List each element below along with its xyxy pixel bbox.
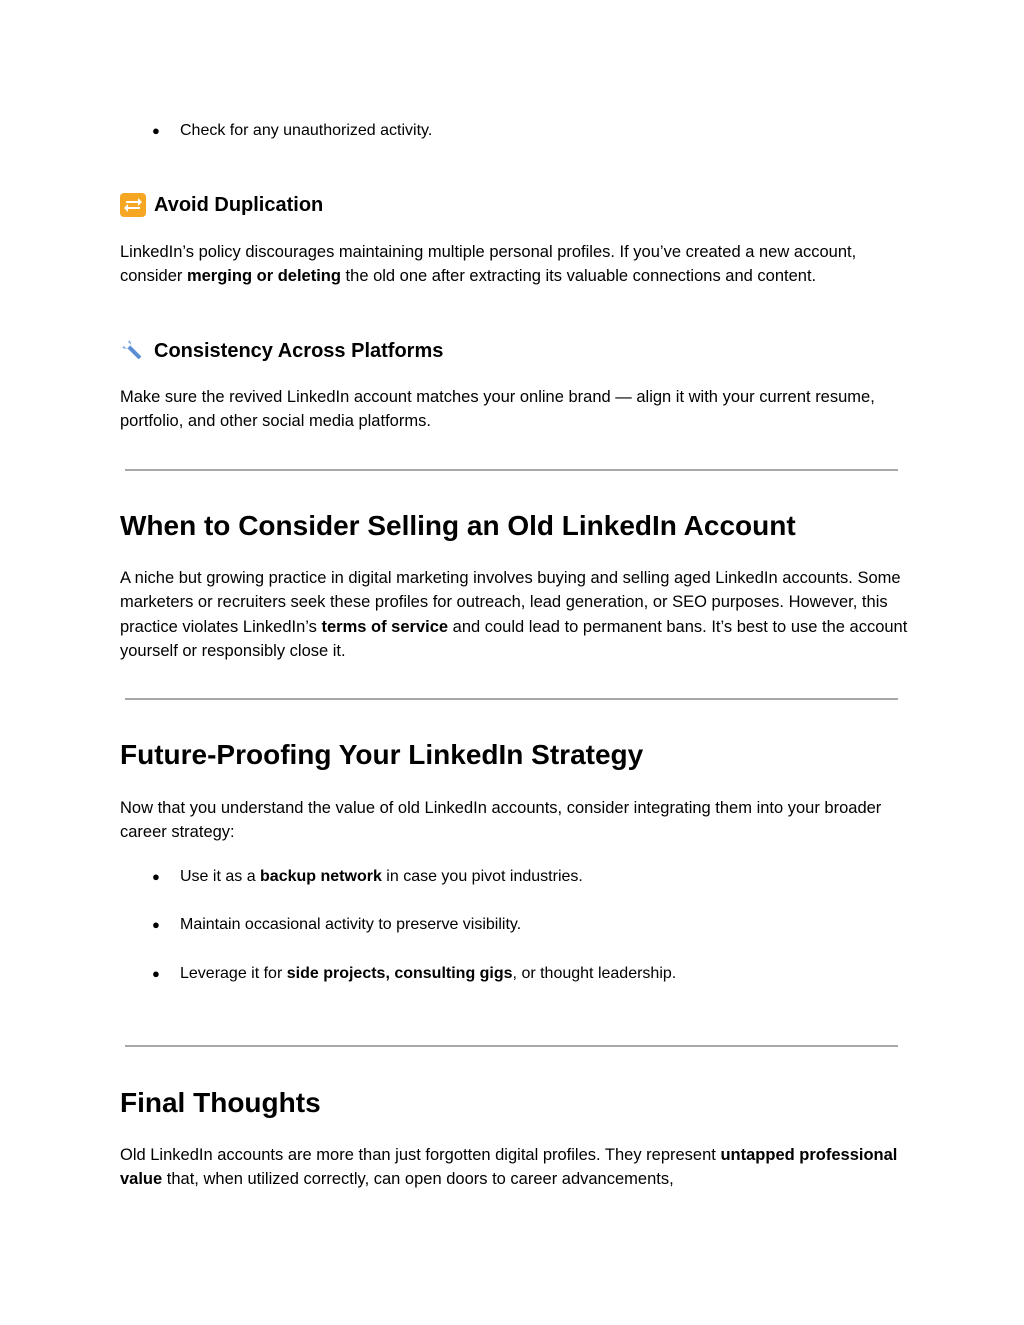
bold-text: untapped professional value	[120, 1146, 898, 1189]
list-item	[152, 913, 521, 937]
text-run: that, when utilized correctly, can open doors to career advancements,	[162, 1170, 674, 1189]
paragraph-selling	[120, 566, 910, 663]
bold-text: merging or deleting	[186, 267, 341, 286]
bullet-glyph: ●	[152, 123, 160, 138]
bullet-glyph: ●	[152, 917, 160, 932]
paragraph-future: Now that you understand the value of old LinkedIn accounts, consider integrating them into your broader career strategy:	[120, 799, 882, 842]
horizontal-rule	[125, 1045, 898, 1047]
text-run: LinkedIn’s policy discourages maintaining multiple personal profiles. If you’ve created a new account, consider	[120, 243, 857, 286]
horizontal-rule	[125, 469, 898, 471]
paragraph-consistency: Make sure the revived LinkedIn account matches your online brand — align it with your current resume, portfolio, and other social media platforms.	[120, 388, 875, 431]
text-run: Old LinkedIn accounts are more than just forgotten digital profiles. They represent	[120, 1146, 721, 1164]
heading-text: Consistency Across Platforms	[154, 340, 444, 362]
list-item	[152, 865, 583, 889]
bullet-glyph: ●	[152, 966, 160, 981]
bold-text: side projects, consulting gigs	[286, 965, 513, 982]
paragraph-avoid-duplication	[120, 240, 910, 289]
text-run: Leverage it for	[180, 965, 287, 982]
wrench-icon	[120, 339, 146, 363]
text-run: Maintain occasional activity to preserve visibility.	[180, 916, 522, 933]
section-heading-future: Future-Proofing Your LinkedIn Strategy	[120, 739, 644, 770]
section-heading-avoid-duplication	[120, 191, 323, 219]
list-item-text	[180, 868, 583, 885]
section-heading-selling: When to Consider Selling an Old LinkedIn Account	[120, 510, 796, 541]
list-item	[152, 962, 676, 986]
text-run: A niche but growing practice in digital marketing involves buying and selling aged LinkedIn accounts. Some marketers or recruiters seek these profiles for outreach, lead generation, or SEO purposes. However, this practice violates LinkedIn’s	[120, 569, 901, 636]
text-run: and could lead to permanent bans. It’s best to use the account yourself or responsibly close it.	[120, 617, 908, 660]
paragraph-final	[120, 1143, 910, 1192]
text-run: the old one after extracting its valuable connections and content.	[340, 267, 817, 286]
text-run: in case you pivot industries.	[381, 868, 583, 885]
text-run: , or thought leadership.	[512, 965, 677, 982]
heading-text: Avoid Duplication	[154, 194, 324, 216]
list-item-text	[180, 916, 521, 933]
bold-text: backup network	[260, 868, 382, 885]
list-item-text	[180, 965, 676, 982]
section-heading-consistency	[120, 337, 443, 365]
bold-text: terms of service	[321, 617, 449, 636]
horizontal-rule	[125, 698, 898, 700]
text-run: Use it as a	[180, 868, 261, 885]
repeat-icon	[120, 193, 146, 217]
list-item	[152, 119, 432, 143]
section-heading-final: Final Thoughts	[120, 1087, 321, 1118]
list-item-text: Check for any unauthorized activity.	[180, 122, 433, 139]
bullet-glyph: ●	[152, 869, 160, 884]
